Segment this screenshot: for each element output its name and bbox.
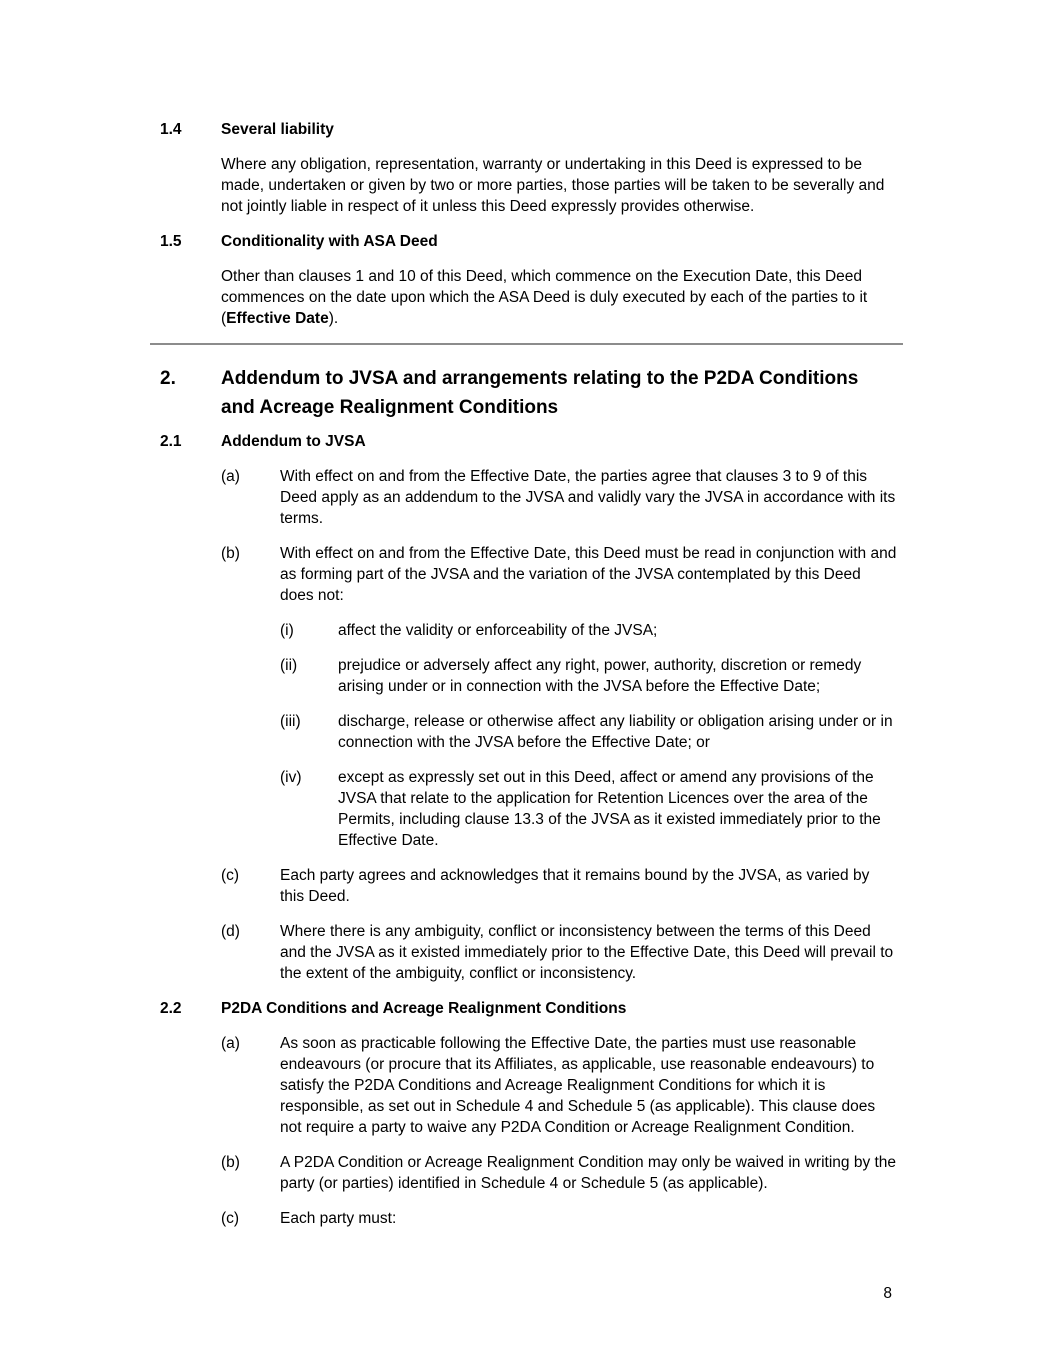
- list-marker: (ii): [280, 657, 298, 674]
- list-marker: (iv): [280, 769, 302, 786]
- list-item-text: prejudice or adversely affect any right, power, authority, discretion or remedy arising under or in connection with the JVSA before the Effective Date;: [338, 657, 862, 695]
- list-marker: (c): [221, 1210, 240, 1227]
- text-run: ).: [328, 310, 339, 327]
- list-item-2-1-b-iv: [280, 767, 897, 851]
- defined-term-effective-date: Effective Date: [226, 310, 329, 327]
- list-item-text: Each party agrees and acknowledges that it remains bound by the JVSA, as varied by this Deed.: [280, 867, 870, 905]
- list-item-text: With effect on and from the Effective Date, this Deed must be read in conjunction with and as forming part of the JVSA and the variation of the JVSA contemplated by this Deed does not:: [280, 545, 897, 604]
- clause-number: 1.4: [160, 121, 182, 138]
- clause-heading-2-1: [160, 431, 897, 452]
- list-item-text: Each party must:: [280, 1210, 397, 1227]
- page-number: 8: [883, 1285, 892, 1302]
- list-marker: (b): [221, 545, 240, 562]
- list-item-text: With effect on and from the Effective Date, the parties agree that clauses 3 to 9 of this Deed apply as an addendum to the JVSA and validly vary the JVSA in accordance with its terms.: [280, 468, 896, 527]
- list-item-2-1-c: [221, 865, 897, 907]
- list-item-text: Where there is any ambiguity, conflict or inconsistency between the terms of this Deed and the JVSA as it existed immediately prior to the Effective Date, this Deed will prevail to the extent of the ambiguity, conflict or inconsistency.: [280, 923, 894, 982]
- list-item-text: As soon as practicable following the Effective Date, the parties must use reasonable endeavours (or procure that its Affiliates, as applicable, use reasonable endeavours) to satisfy the P2DA Conditions and Acreage Realignment Conditions for which it is responsible, as set out in Schedule 4 and Schedule 5 (as applicable). This clause does not require a party to waive any P2DA Condition or Acreage Realignment Condition.: [280, 1035, 876, 1136]
- section-title: Addendum to JVSA and arrangements relating to the P2DA Conditions and Acreage Realignment Conditions: [221, 368, 859, 418]
- list-item-2-1-b-iii: [280, 711, 897, 753]
- list-marker: (b): [221, 1154, 240, 1171]
- clause-number: 2.1: [160, 433, 182, 450]
- document-content: [160, 119, 897, 1243]
- list-item-text: discharge, release or otherwise affect any liability or obligation arising under or in connection with the JVSA before the Effective Date; or: [338, 713, 893, 751]
- list-item-2-2-c: [221, 1208, 897, 1229]
- section-number: 2.: [160, 368, 176, 389]
- clause-heading-2-2: [160, 998, 897, 1019]
- section-divider: [150, 343, 903, 345]
- clause-title: Addendum to JVSA: [221, 433, 366, 450]
- list-item-text: except as expressly set out in this Deed, affect or amend any provisions of the JVSA that relate to the application for Retention Licences over the area of the Permits, including clause 13.3 of the JVSA as it existed immediately prior to the Effective Date.: [338, 769, 881, 849]
- list-item-2-1-b: [221, 543, 897, 606]
- clause-1-4-body: Where any obligation, representation, warranty or undertaking in this Deed is expressed to be made, undertaken or given by two or more parties, those parties will be taken to be severally and not jointly liable in respect of it unless this Deed expressly provides otherwise.: [221, 156, 885, 215]
- clause-heading-1-5: [160, 231, 897, 252]
- list-item-2-1-a: [221, 466, 897, 529]
- list-marker: (c): [221, 867, 240, 884]
- list-marker: (a): [221, 468, 240, 485]
- list-marker: (a): [221, 1035, 240, 1052]
- text-run: Other than clauses 1 and 10 of this Deed, which commence on the Execution Date, this Deed commences on the date upon which the ASA Deed is duly executed by each of the parties to it (: [221, 268, 868, 327]
- list-item-2-1-b-i: [280, 620, 897, 641]
- list-marker: (i): [280, 622, 294, 639]
- clause-1-5-body: [221, 266, 897, 329]
- section-heading-2: [160, 364, 897, 422]
- list-marker: (iii): [280, 713, 301, 730]
- clause-number: 1.5: [160, 233, 182, 250]
- clause-title: P2DA Conditions and Acreage Realignment Conditions: [221, 1000, 627, 1017]
- list-item-text: A P2DA Condition or Acreage Realignment Condition may only be waived in writing by the party (or parties) identified in Schedule 4 or Schedule 5 (as applicable).: [280, 1154, 897, 1192]
- clause-heading-1-4: [160, 119, 897, 140]
- list-item-2-1-b-ii: [280, 655, 897, 697]
- list-item-text: affect the validity or enforceability of the JVSA;: [338, 622, 658, 639]
- list-marker: (d): [221, 923, 240, 940]
- clause-title: Several liability: [221, 121, 334, 138]
- list-item-2-1-d: [221, 921, 897, 984]
- list-item-2-2-a: [221, 1033, 897, 1138]
- clause-title: Conditionality with ASA Deed: [221, 233, 438, 250]
- list-item-2-2-b: [221, 1152, 897, 1194]
- clause-number: 2.2: [160, 1000, 182, 1017]
